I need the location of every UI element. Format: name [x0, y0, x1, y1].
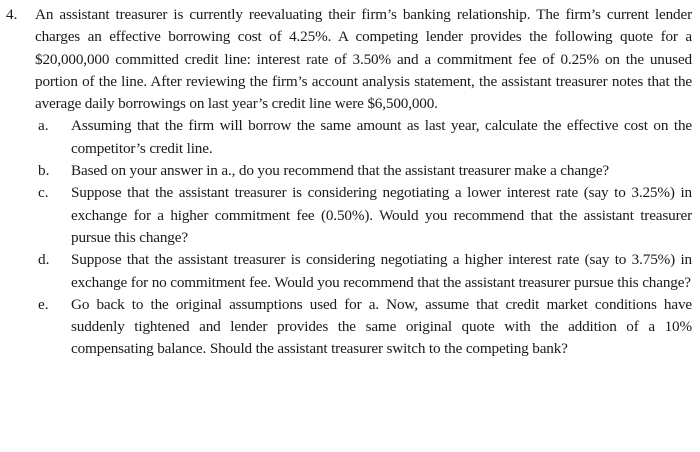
question-parts	[4, 115, 692, 360]
part-a	[4, 115, 692, 160]
part-c	[4, 182, 692, 249]
part-text: Suppose that the assistant treasurer is considering negotiating a lower interest rate (say to 3.25%) in exchange for a higher commitment fee (0.50%). Would you recommend that the assistant treasurer pursue this change?	[71, 184, 692, 246]
part-text: Assuming that the firm will borrow the same amount as last year, calculate the effective cost on the competitor’s credit line.	[71, 117, 692, 157]
part-text: Go back to the original assumptions used for a. Now, assume that credit market conditions have suddenly tightened and lender provides the same original quote with the addition of a 10% compensating balance. Should the assistant treasurer switch to the competing bank?	[71, 295, 692, 358]
part-letter: b.	[38, 162, 50, 180]
part-b	[4, 160, 692, 182]
part-letter: a.	[38, 117, 49, 135]
question-4	[4, 4, 692, 361]
question-stem: An assistant treasurer is currently reevaluating their firm’s banking relationship. The firm’s current lender charges an effective borrowing cost of 4.25%. A competing lender provides the following quote for a $20,000,000 committed credit line: interest rate of 3.50% and a commitment fee of 0.25% on the unused portion of the line. After reviewing the firm’s account analysis statement, the assistant treasurer notes that the average daily borrowings on last year’s credit line were $6,500,000.	[35, 6, 692, 113]
part-d	[4, 249, 692, 294]
part-text: Suppose that the assistant treasurer is considering negotiating a higher interest rate (say to 3.75%) in exchange for no commitment fee. Would you recommend that the assistant treasurer pursue this change?	[71, 251, 692, 291]
part-letter: e.	[38, 295, 49, 313]
part-text: Based on your answer in a., do you recommend that the assistant treasurer make a change?	[71, 162, 609, 180]
part-e	[4, 294, 692, 361]
part-letter: c.	[38, 184, 49, 202]
part-letter: d.	[38, 251, 50, 269]
question-number: 4.	[6, 6, 18, 23]
